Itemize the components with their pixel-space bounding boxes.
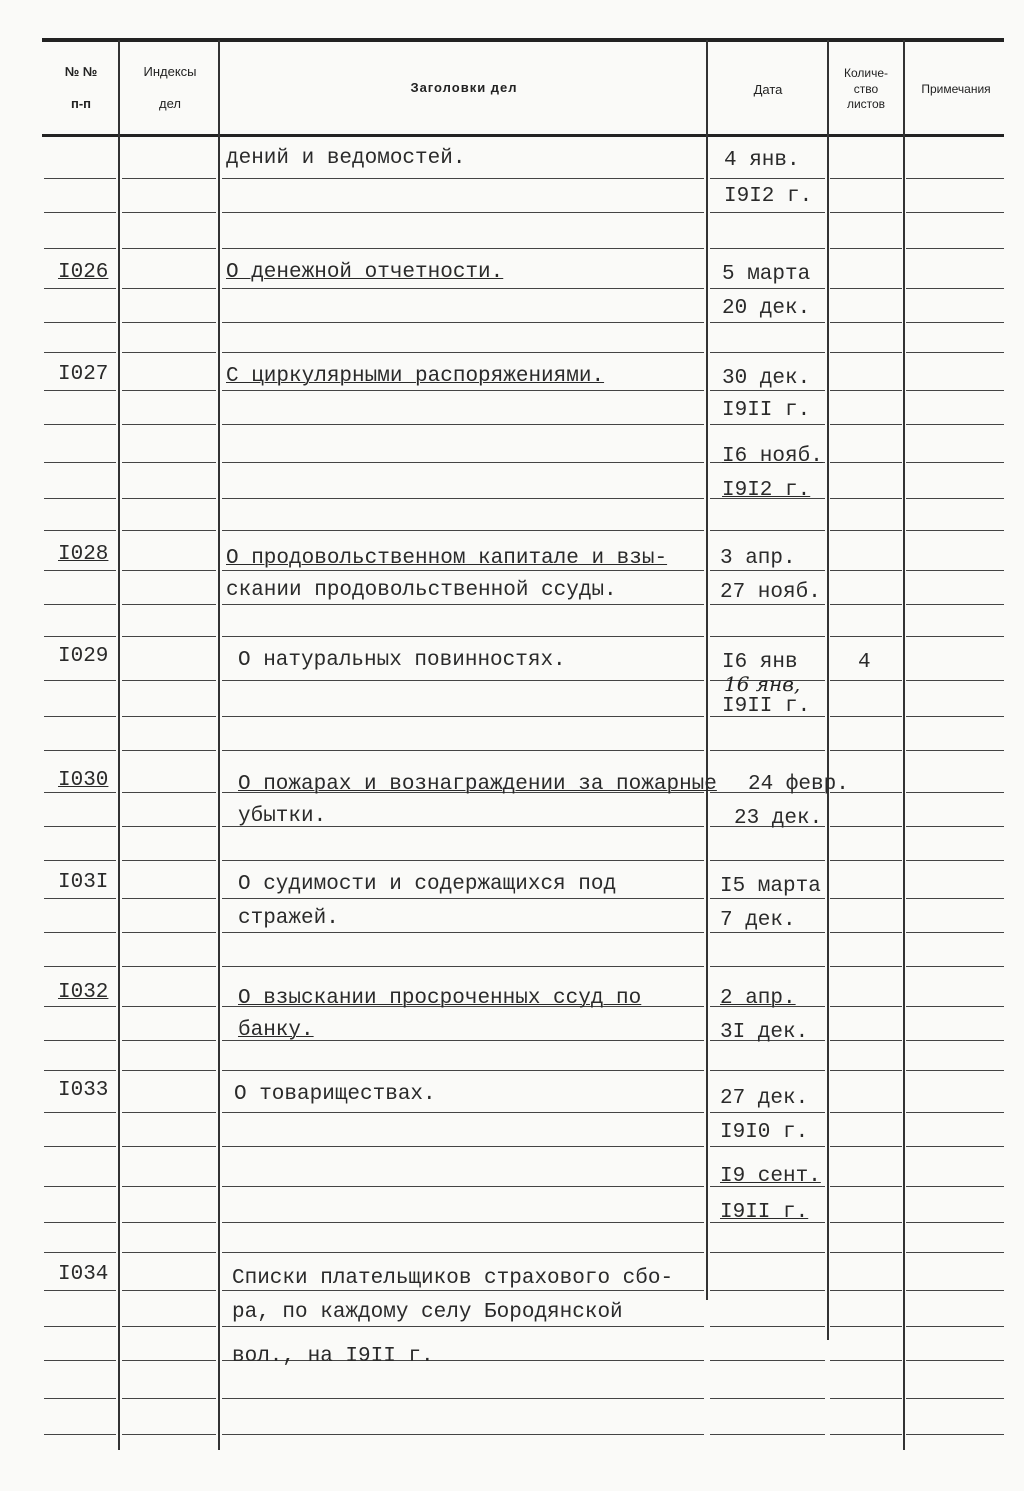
row-rule bbox=[44, 1112, 116, 1113]
row-rule bbox=[830, 178, 902, 179]
header-count-line3: листов bbox=[846, 97, 886, 111]
row-rule bbox=[122, 352, 216, 353]
row-rule bbox=[906, 248, 1004, 249]
row-rule bbox=[122, 966, 216, 967]
entry-number: I034 bbox=[58, 1263, 109, 1286]
entry-number: I03I bbox=[58, 871, 109, 894]
row-rule bbox=[222, 530, 704, 531]
row-rule bbox=[44, 1006, 116, 1007]
header-notes: Примечания bbox=[921, 82, 991, 96]
row-rule bbox=[222, 178, 704, 179]
row-rule bbox=[122, 1070, 216, 1071]
row-rule bbox=[122, 248, 216, 249]
row-rule bbox=[222, 1222, 704, 1223]
row-rule bbox=[122, 860, 216, 861]
row-rule bbox=[830, 1360, 902, 1361]
row-rule bbox=[44, 750, 116, 751]
row-rule bbox=[906, 636, 1004, 637]
row-rule bbox=[44, 898, 116, 899]
row-rule bbox=[906, 1326, 1004, 1327]
row-rule bbox=[122, 1186, 216, 1187]
date-value: 27 нояб. bbox=[720, 581, 821, 604]
row-rule bbox=[122, 1326, 216, 1327]
row-rule bbox=[710, 1070, 825, 1071]
row-rule bbox=[906, 424, 1004, 425]
title-line: О натуральных повинностях. bbox=[238, 649, 566, 672]
row-rule bbox=[222, 352, 704, 353]
row-rule bbox=[44, 1326, 116, 1327]
title-line: вол., на I9II г. bbox=[232, 1345, 434, 1368]
date-value: 3 апр. bbox=[720, 547, 796, 570]
date-value: 4 янв. bbox=[724, 149, 800, 172]
date-value: 7 дек. bbox=[720, 909, 796, 932]
header-index-line2: дел bbox=[159, 96, 181, 111]
row-rule bbox=[906, 1252, 1004, 1253]
row-rule bbox=[710, 322, 825, 323]
row-rule bbox=[710, 1360, 825, 1361]
date-value: I9I2 г. bbox=[724, 185, 813, 208]
row-rule bbox=[222, 966, 704, 967]
row-rule bbox=[906, 1146, 1004, 1147]
row-rule bbox=[122, 1222, 216, 1223]
row-rule bbox=[906, 1434, 1004, 1435]
row-rule bbox=[906, 860, 1004, 861]
row-rule bbox=[44, 1252, 116, 1253]
row-rule bbox=[906, 1360, 1004, 1361]
row-rule bbox=[222, 1146, 704, 1147]
row-rule bbox=[710, 352, 825, 353]
row-rule bbox=[122, 1006, 216, 1007]
row-rule bbox=[44, 1290, 116, 1291]
row-rule bbox=[122, 1112, 216, 1113]
row-rule bbox=[906, 530, 1004, 531]
row-rule bbox=[906, 212, 1004, 213]
date-value: I6 янв bbox=[722, 651, 798, 674]
header-date: Дата bbox=[753, 82, 783, 97]
row-rule bbox=[830, 716, 902, 717]
row-rule bbox=[44, 860, 116, 861]
date-value: 30 дек. bbox=[722, 367, 811, 390]
entry-number: I030 bbox=[58, 769, 109, 792]
title-line: ра, по каждому селу Бородянской bbox=[232, 1301, 623, 1324]
row-rule bbox=[44, 1222, 116, 1223]
row-rule bbox=[122, 1398, 216, 1399]
row-rule bbox=[906, 826, 1004, 827]
row-rule bbox=[44, 826, 116, 827]
row-rule bbox=[710, 288, 825, 289]
title-line: скании продовольственной ссуды. bbox=[226, 579, 617, 602]
row-rule bbox=[830, 1326, 902, 1327]
header-title: Заголовки дел bbox=[410, 80, 518, 95]
row-rule bbox=[710, 178, 825, 179]
row-rule bbox=[222, 322, 704, 323]
title-line: дений и ведомостей. bbox=[226, 147, 466, 170]
col-divider-4 bbox=[827, 40, 829, 1340]
header-rule bbox=[42, 134, 1004, 137]
header-index-line1: Индексы bbox=[143, 64, 197, 79]
row-rule bbox=[830, 1070, 902, 1071]
row-rule bbox=[122, 570, 216, 571]
row-rule bbox=[44, 1398, 116, 1399]
row-rule bbox=[122, 1290, 216, 1291]
row-rule bbox=[44, 1434, 116, 1435]
row-rule bbox=[44, 352, 116, 353]
row-rule bbox=[44, 1070, 116, 1071]
title-line: О товариществах. bbox=[234, 1083, 436, 1106]
row-rule bbox=[710, 424, 825, 425]
row-rule bbox=[830, 212, 902, 213]
row-rule bbox=[122, 178, 216, 179]
header-count-line2: ство bbox=[853, 82, 879, 96]
row-rule bbox=[830, 570, 902, 571]
row-rule bbox=[222, 680, 704, 681]
row-rule bbox=[710, 248, 825, 249]
row-rule bbox=[830, 932, 902, 933]
row-rule bbox=[830, 1186, 902, 1187]
title-line: банку. bbox=[238, 1019, 314, 1042]
row-rule bbox=[830, 860, 902, 861]
row-rule bbox=[906, 462, 1004, 463]
title-line: С циркулярными распоряжениями. bbox=[226, 365, 605, 388]
row-rule bbox=[710, 636, 825, 637]
row-rule bbox=[44, 1146, 116, 1147]
row-rule bbox=[830, 498, 902, 499]
row-rule bbox=[906, 966, 1004, 967]
row-rule bbox=[44, 570, 116, 571]
row-rule bbox=[710, 1112, 825, 1113]
row-rule bbox=[44, 932, 116, 933]
row-rule bbox=[122, 1434, 216, 1435]
col-divider-5 bbox=[903, 40, 905, 1450]
row-rule bbox=[44, 680, 116, 681]
row-rule bbox=[222, 636, 704, 637]
sheet-count: 4 bbox=[858, 651, 871, 674]
row-rule bbox=[44, 1360, 116, 1361]
row-rule bbox=[906, 178, 1004, 179]
row-rule bbox=[222, 716, 704, 717]
date-value: I9II г. bbox=[722, 695, 811, 718]
row-rule bbox=[906, 1398, 1004, 1399]
row-rule bbox=[710, 1434, 825, 1435]
row-rule bbox=[906, 1186, 1004, 1187]
row-rule bbox=[44, 1040, 116, 1041]
header-count-line1: Количе- bbox=[843, 66, 889, 80]
row-rule bbox=[122, 636, 216, 637]
row-rule bbox=[122, 1146, 216, 1147]
row-rule bbox=[122, 932, 216, 933]
row-rule bbox=[830, 1146, 902, 1147]
row-rule bbox=[44, 288, 116, 289]
row-rule bbox=[830, 604, 902, 605]
row-rule bbox=[830, 390, 902, 391]
row-rule bbox=[222, 498, 704, 499]
row-rule bbox=[44, 716, 116, 717]
date-value: I5 марта bbox=[720, 875, 821, 898]
row-rule bbox=[906, 898, 1004, 899]
row-rule bbox=[830, 1006, 902, 1007]
row-rule bbox=[222, 212, 704, 213]
row-rule bbox=[906, 570, 1004, 571]
row-rule bbox=[222, 898, 704, 899]
date-value: I9I0 г. bbox=[720, 1121, 809, 1144]
entry-number: I026 bbox=[58, 261, 109, 284]
row-rule bbox=[906, 390, 1004, 391]
row-rule bbox=[222, 1186, 704, 1187]
col-divider-3 bbox=[706, 40, 708, 1300]
row-rule bbox=[830, 462, 902, 463]
row-rule bbox=[122, 1040, 216, 1041]
row-rule bbox=[222, 604, 704, 605]
row-rule bbox=[222, 1434, 704, 1435]
row-rule bbox=[222, 932, 704, 933]
row-rule bbox=[830, 1222, 902, 1223]
row-rule bbox=[830, 530, 902, 531]
entry-number: I029 bbox=[58, 645, 109, 668]
row-rule bbox=[830, 1040, 902, 1041]
row-rule bbox=[122, 792, 216, 793]
row-rule bbox=[906, 352, 1004, 353]
row-rule bbox=[906, 680, 1004, 681]
row-rule bbox=[830, 680, 902, 681]
row-rule bbox=[906, 1290, 1004, 1291]
row-rule bbox=[710, 530, 825, 531]
row-rule bbox=[830, 1112, 902, 1113]
row-rule bbox=[122, 1360, 216, 1361]
row-rule bbox=[122, 288, 216, 289]
row-rule bbox=[906, 604, 1004, 605]
row-rule bbox=[830, 966, 902, 967]
date-value: 24 февр. bbox=[748, 773, 849, 796]
row-rule bbox=[710, 212, 825, 213]
row-rule bbox=[906, 932, 1004, 933]
row-rule bbox=[710, 1326, 825, 1327]
date-value: 27 дек. bbox=[720, 1087, 809, 1110]
header-num-line1: № № bbox=[64, 64, 98, 79]
row-rule bbox=[906, 288, 1004, 289]
date-value: I9 сент. bbox=[720, 1165, 821, 1188]
row-rule bbox=[222, 288, 704, 289]
row-rule bbox=[906, 792, 1004, 793]
row-rule bbox=[710, 750, 825, 751]
title-line: Списки плательщиков страхового сбо- bbox=[232, 1267, 674, 1290]
row-rule bbox=[44, 462, 116, 463]
row-rule bbox=[122, 212, 216, 213]
row-rule bbox=[906, 1006, 1004, 1007]
row-rule bbox=[830, 288, 902, 289]
row-rule bbox=[830, 1434, 902, 1435]
row-rule bbox=[906, 1040, 1004, 1041]
row-rule bbox=[44, 424, 116, 425]
date-value: 2 апр. bbox=[720, 987, 796, 1010]
entry-number: I027 bbox=[58, 363, 109, 386]
row-rule bbox=[830, 1252, 902, 1253]
top-rule bbox=[42, 38, 1004, 42]
row-rule bbox=[44, 966, 116, 967]
title-line: О продовольственном капитале и взы- bbox=[226, 547, 668, 570]
row-rule bbox=[222, 860, 704, 861]
row-rule bbox=[710, 860, 825, 861]
date-value: 23 дек. bbox=[734, 807, 823, 830]
row-rule bbox=[906, 1070, 1004, 1071]
row-rule bbox=[906, 716, 1004, 717]
col-divider-1 bbox=[118, 40, 120, 1450]
row-rule bbox=[222, 248, 704, 249]
date-value: I9II г. bbox=[720, 1201, 809, 1224]
row-rule bbox=[44, 498, 116, 499]
title-line: стражей. bbox=[238, 907, 339, 930]
date-value: 5 марта bbox=[722, 263, 811, 286]
row-rule bbox=[222, 1112, 704, 1113]
row-rule bbox=[830, 826, 902, 827]
row-rule bbox=[906, 750, 1004, 751]
row-rule bbox=[44, 212, 116, 213]
row-rule bbox=[830, 322, 902, 323]
date-value: 20 дек. bbox=[722, 297, 811, 320]
title-line: О денежной отчетности. bbox=[226, 261, 504, 284]
row-rule bbox=[44, 636, 116, 637]
row-rule bbox=[906, 322, 1004, 323]
row-rule bbox=[906, 498, 1004, 499]
entry-number: I033 bbox=[58, 1079, 109, 1102]
row-rule bbox=[710, 1252, 825, 1253]
row-rule bbox=[222, 390, 704, 391]
row-rule bbox=[222, 1326, 704, 1327]
row-rule bbox=[44, 1186, 116, 1187]
row-rule bbox=[122, 498, 216, 499]
row-rule bbox=[222, 1252, 704, 1253]
date-value: I9II г. bbox=[722, 399, 811, 422]
row-rule bbox=[222, 462, 704, 463]
entry-number: I032 bbox=[58, 981, 109, 1004]
row-rule bbox=[830, 898, 902, 899]
row-rule bbox=[830, 424, 902, 425]
title-line: О судимости и содержащихся под bbox=[238, 873, 617, 896]
row-rule bbox=[830, 1398, 902, 1399]
title-line: О пожарах и вознаграждении за пожарные bbox=[238, 773, 717, 796]
handwritten-date: 16 янв, bbox=[724, 672, 801, 696]
row-rule bbox=[222, 1398, 704, 1399]
row-rule bbox=[710, 966, 825, 967]
row-rule bbox=[830, 352, 902, 353]
title-line: убытки. bbox=[238, 805, 327, 828]
row-rule bbox=[122, 680, 216, 681]
date-value: I6 нояб. bbox=[722, 445, 823, 468]
row-rule bbox=[222, 424, 704, 425]
title-line: О взыскании просроченных ссуд по bbox=[238, 987, 642, 1010]
row-rule bbox=[44, 178, 116, 179]
row-rule bbox=[122, 716, 216, 717]
row-rule bbox=[44, 248, 116, 249]
row-rule bbox=[44, 390, 116, 391]
row-rule bbox=[830, 1290, 902, 1291]
row-rule bbox=[122, 826, 216, 827]
row-rule bbox=[830, 636, 902, 637]
row-rule bbox=[830, 248, 902, 249]
row-rule bbox=[710, 1290, 825, 1291]
entry-number: I028 bbox=[58, 543, 109, 566]
row-rule bbox=[906, 1112, 1004, 1113]
date-value: I9I2 г. bbox=[722, 479, 811, 502]
header-num-line2: п-п bbox=[70, 96, 92, 111]
row-rule bbox=[122, 1252, 216, 1253]
row-rule bbox=[710, 1398, 825, 1399]
row-rule bbox=[122, 750, 216, 751]
row-rule bbox=[222, 1070, 704, 1071]
row-rule bbox=[44, 604, 116, 605]
row-rule bbox=[122, 462, 216, 463]
row-rule bbox=[122, 424, 216, 425]
row-rule bbox=[830, 750, 902, 751]
row-rule bbox=[44, 322, 116, 323]
row-rule bbox=[906, 1222, 1004, 1223]
row-rule bbox=[222, 750, 704, 751]
row-rule bbox=[122, 322, 216, 323]
row-rule bbox=[710, 1146, 825, 1147]
col-divider-2 bbox=[218, 40, 220, 1450]
row-rule bbox=[122, 604, 216, 605]
row-rule bbox=[122, 898, 216, 899]
row-rule bbox=[122, 390, 216, 391]
date-value: 3I дек. bbox=[720, 1021, 809, 1044]
row-rule bbox=[44, 530, 116, 531]
row-rule bbox=[122, 530, 216, 531]
